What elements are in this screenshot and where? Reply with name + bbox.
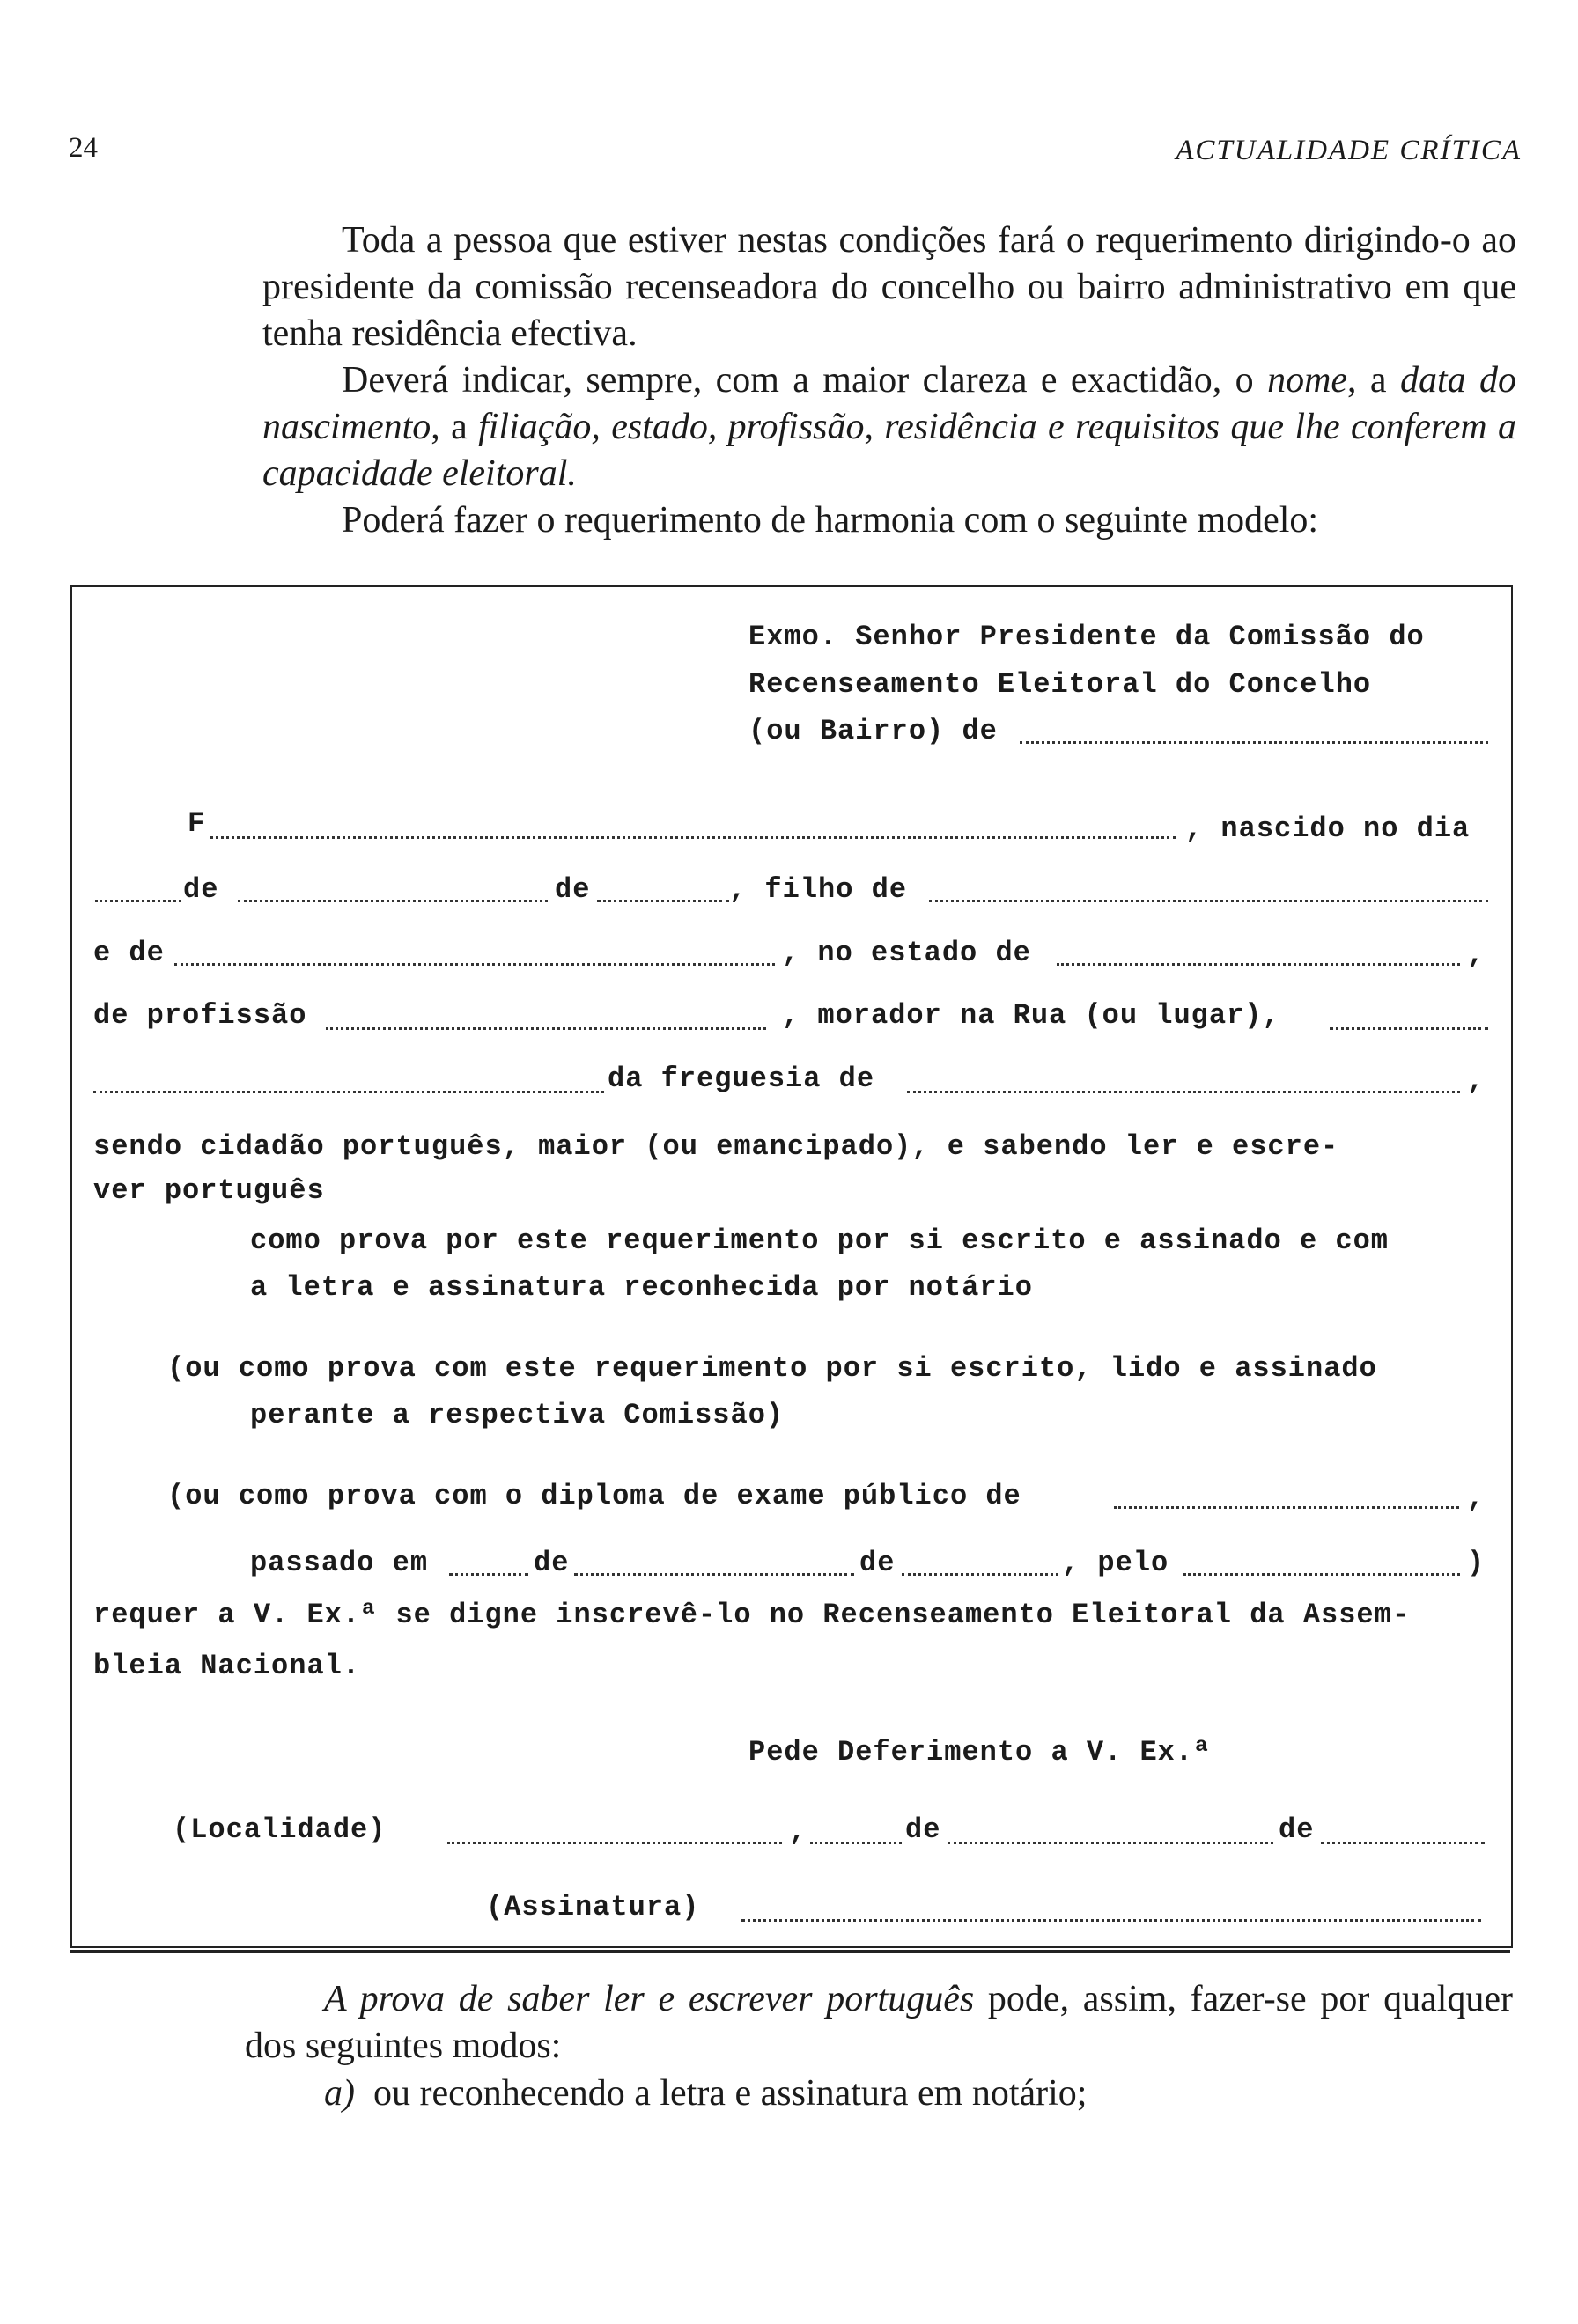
indicar-start: Deverá indicar, sempre, com a maior clareza e exactidão, o [342,360,1268,401]
address-line-1: Exmo. Senhor Presidente da Comissão do [748,621,1425,653]
running-title: ACTUALIDADE CRÍTICA [1176,135,1522,166]
item-a-text: ou reconhecendo a letra e assinatura em notário; [373,2073,1088,2114]
item-a-gap [355,2073,373,2114]
prova-1-line-1: como prova por este requerimento por si escrito e assinado e com [250,1225,1389,1257]
paragraph-indicar [262,357,1516,497]
requer-line-1: requer a V. Ex.ª se digne inscrevê-lo no Recenseamento Eleitoral da Assem- [93,1599,1411,1631]
assinatura-label: (Assinatura) [486,1891,700,1923]
loc-month-blank [948,1842,1273,1844]
comma-3: , [1467,1482,1486,1514]
cidadao-line-2: ver português [93,1174,325,1207]
localidade-label: (Localidade) [173,1813,387,1846]
comma-4: , [789,1815,807,1848]
passado-year-blank [902,1573,1058,1576]
comma-2: , [1467,1064,1486,1097]
pelo-label: , pelo [1062,1547,1169,1579]
father-blank [929,900,1488,902]
indicar-sep2: , a [431,407,479,447]
freguesia-label: da freguesia de [608,1063,875,1095]
indicar-sep1: , a [1347,360,1400,401]
requer-line-2: bleia Nacional. [93,1650,361,1682]
de-label-2: de [555,873,591,906]
morador-label: , morador na Rua (ou lugar), [782,999,1280,1032]
prova-italic: A prova de saber ler e escrever português [324,1979,975,2019]
de-label-1: de [183,873,219,906]
prova-1-line-2: a letra e assinatura reconhecida por notário [250,1271,1033,1304]
loc-year-blank [1321,1842,1485,1844]
comma-1: , [1467,938,1486,971]
diploma-blank [1114,1506,1459,1509]
indicar-nome: nome [1267,360,1348,401]
profissao-label: de profissão [93,999,307,1032]
paragraph-prova [245,1976,1513,2070]
nascido-label: , nascido no dia [1185,813,1471,845]
de-label-5: de [905,1813,941,1846]
passado-label: passado em [250,1547,429,1579]
passado-month-blank [574,1573,854,1576]
paragraph-intro: Toda a pessoa que estiver nestas condições fará o requerimento dirigindo-o ao presidente da comissão recenseadora do concelho ou bairro administrativo em que tenha residência efectiva. [262,220,1516,354]
address-line-2: Recenseamento Eleitoral do Concelho [748,668,1372,701]
loc-day-blank [810,1842,902,1844]
prova-rest: pode, assim, fazer-se por qualquer dos seguintes modos: [245,1979,1514,2066]
form-box-shadow [70,1950,1510,1953]
prova-2-line-1: (ou como prova com este requerimento por si escrito, lido e assinado [167,1352,1377,1385]
freguesia-blank [907,1091,1460,1093]
profissao-blank [326,1027,766,1030]
de-label-4: de [859,1547,896,1579]
pede-deferimento: Pede Deferimento a V. Ex.ª [748,1736,1212,1769]
indicar-rest: filiação, estado, profissão, residência e requisitos que lhe conferem a capacidade eleitoral. [262,407,1516,494]
address-line-3: (ou Bairro) de [748,715,998,747]
pelo-blank [1184,1573,1460,1576]
item-a-letter: a) [324,2073,355,2114]
paragraph-modelo: Poderá fazer o requerimento de harmonia com o seguinte modelo: [342,500,1319,541]
f-label: F [188,807,206,840]
prova-3-line-1: (ou como prova com o diploma de exame público de [167,1480,1021,1512]
list-item-a [324,2070,1087,2117]
address-blank [93,1091,604,1093]
rua-blank [1330,1027,1488,1030]
close-paren: ) [1467,1547,1486,1579]
de-label-3: de [534,1547,570,1579]
prova-2-line-2: perante a respectiva Comissão) [250,1399,785,1431]
localidade-blank [447,1842,782,1844]
filho-label: , filho de [729,873,908,906]
cidadao-line-1: sendo cidadão português, maior (ou emancipado), e sabendo ler e escre- [93,1130,1339,1163]
estado-label: , no estado de [782,937,1031,969]
assinatura-blank [741,1919,1481,1922]
page-number: 24 [69,132,98,164]
de-label-6: de [1279,1813,1315,1846]
estado-blank [1057,963,1460,966]
mother-blank [174,963,775,966]
indicar-data: data do nascimento [262,360,1516,447]
day-blank [95,900,181,902]
passado-day-blank [449,1573,528,1576]
month-blank [238,900,548,902]
e-de-label: e de [93,937,165,969]
year-blank [597,900,729,902]
name-blank [210,836,1176,839]
bairro-blank [1020,741,1488,744]
